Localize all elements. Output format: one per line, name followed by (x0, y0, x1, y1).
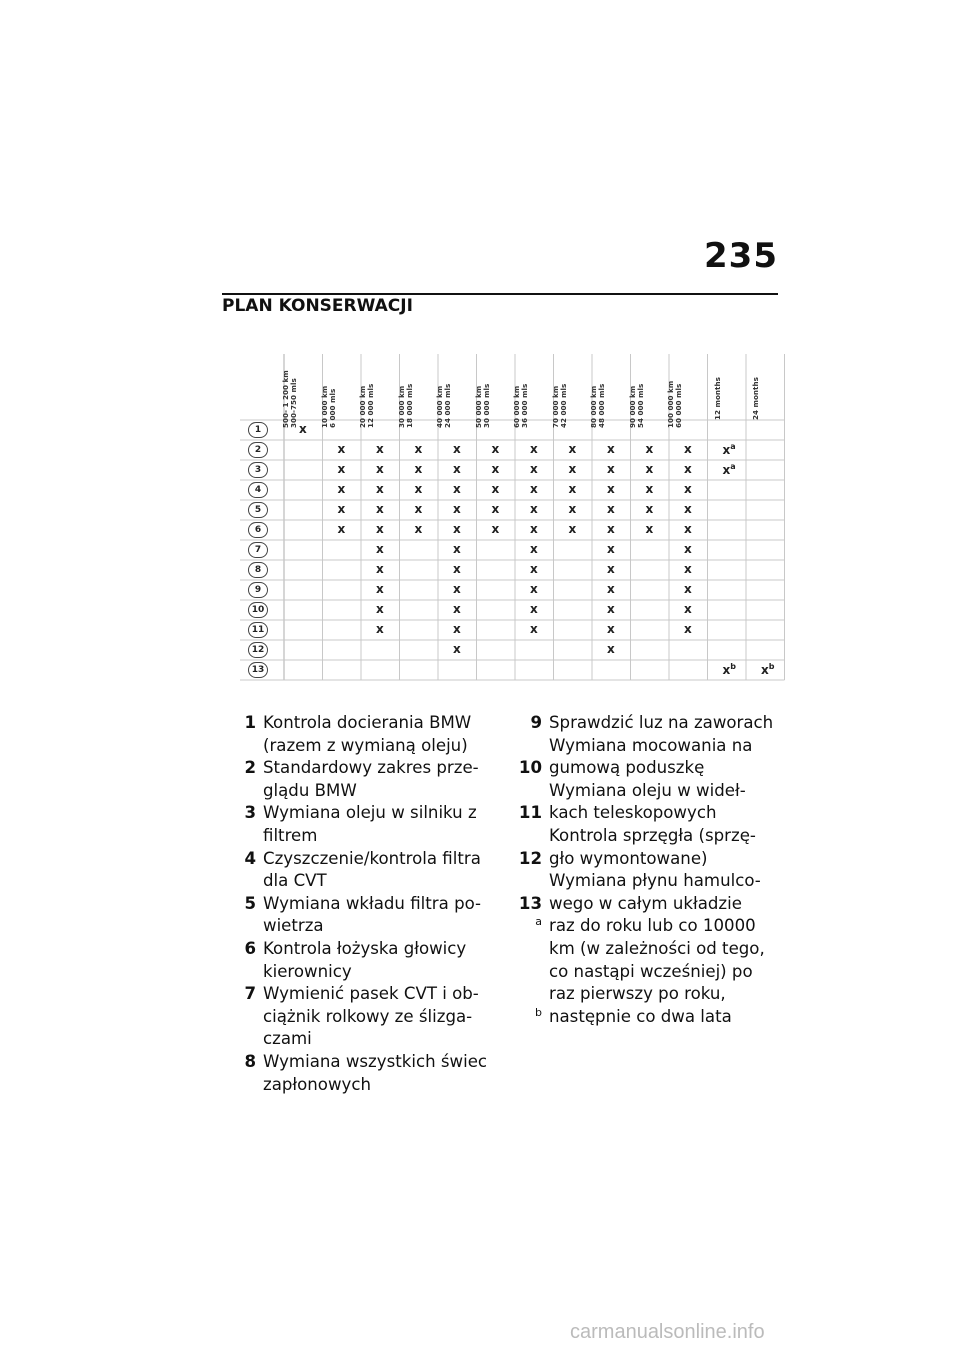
schedule-mark: x (337, 482, 346, 496)
note-text: Wymiana wkładu filtra po-wietrza (263, 893, 482, 936)
schedule-mark: x (530, 622, 538, 636)
notes-right-column (508, 712, 778, 1028)
footnote (508, 1006, 778, 1029)
schedule-mark: x (376, 602, 384, 616)
note-item (222, 1051, 492, 1096)
note-item (222, 757, 492, 802)
column-header: 90 000 km 54 000 mls (627, 383, 645, 428)
schedule-mark: x (453, 462, 461, 476)
schedule-mark: x (453, 622, 461, 636)
column-header: 24 months (751, 377, 760, 420)
note-item (508, 802, 778, 847)
row-number-badge: 3 (248, 462, 268, 478)
note-text: wego w całym układzie (549, 893, 742, 913)
schedule-mark: x (530, 602, 538, 616)
schedule-mark: x (337, 462, 346, 476)
footnote-mark: a (535, 915, 542, 929)
note-number: 13 (518, 893, 542, 913)
title-rule (222, 293, 778, 295)
row-number-badge: 5 (248, 502, 268, 518)
column-header: 100 000 km 60 000 mls (666, 380, 683, 428)
note-text: gło wymontowane) Wymiana płynu hamulco- (549, 848, 761, 891)
column-header: 40 000 km 24 000 mls (435, 383, 452, 428)
schedule-mark: x (453, 642, 461, 656)
footnote-mark: b (535, 1005, 542, 1019)
row-number-badge: 6 (248, 522, 268, 538)
schedule-mark: x (530, 522, 538, 536)
schedule-mark: x (376, 542, 384, 556)
page-number: 235 (704, 236, 778, 276)
schedule-mark: x (607, 482, 615, 496)
note-number: 4 (244, 848, 256, 868)
schedule-mark: x (337, 442, 346, 456)
note-item (222, 938, 492, 983)
schedule-mark: x (376, 522, 384, 536)
note-item (508, 893, 778, 916)
schedule-mark: x (607, 502, 615, 516)
note-item (222, 802, 492, 847)
schedule-mark: x (645, 522, 654, 536)
footnote-text: następnie co dwa lata (549, 1006, 732, 1026)
schedule-mark: x (530, 562, 538, 576)
footnote-marker: b (768, 662, 775, 671)
schedule-mark: x (376, 462, 384, 476)
schedule-mark: x (376, 482, 384, 496)
schedule-mark: x (530, 542, 538, 556)
note-item (222, 893, 492, 938)
note-item (508, 757, 778, 802)
note-number: 9 (530, 713, 542, 732)
schedule-mark: x (414, 442, 423, 456)
note-number: 2 (244, 758, 256, 778)
watermark: carmanualsonline.info (570, 1321, 765, 1343)
schedule-mark: x (607, 462, 615, 476)
schedule-mark: x (568, 462, 577, 476)
schedule-mark: x (684, 542, 692, 556)
note-number: 3 (244, 803, 256, 823)
row-number-badge: 9 (248, 582, 268, 598)
note-text: Standardowy zakres prze-glądu BMW (263, 758, 479, 800)
schedule-mark: x (453, 442, 461, 456)
row-number-badge: 1 (248, 422, 268, 438)
schedule-mark: x (607, 562, 615, 576)
note-number: 6 (244, 938, 256, 958)
note-item (222, 712, 492, 757)
schedule-mark: x (684, 502, 692, 516)
schedule-mark: x (299, 422, 307, 436)
schedule-mark: x (530, 462, 538, 476)
schedule-mark: x (530, 582, 538, 596)
notes-left-column (222, 712, 492, 1096)
schedule-mark: x (337, 502, 346, 516)
row-number-badge: 8 (248, 562, 268, 578)
schedule-mark: x (453, 562, 461, 576)
note-item (508, 712, 778, 757)
schedule-mark: x (376, 582, 384, 596)
schedule-mark: x (491, 482, 500, 496)
page-title: PLAN KONSERWACJI (222, 296, 413, 316)
note-number: 10 (518, 758, 542, 778)
row-number-badge: 12 (248, 642, 268, 658)
schedule-mark: x (453, 602, 461, 616)
schedule-mark: x (414, 522, 423, 536)
schedule-mark: x (607, 602, 615, 616)
schedule-mark: x (530, 482, 538, 496)
schedule-mark: x (530, 502, 538, 516)
note-text: Kontrola łożyska głowicy kierownicy (263, 938, 467, 981)
column-header: 50 000 km 30 000 mls (473, 383, 491, 428)
schedule-mark: x (414, 482, 423, 496)
schedule-mark: $x^a$ (722, 442, 736, 457)
schedule-mark: x (453, 582, 461, 596)
schedule-mark: x (568, 442, 577, 456)
schedule-mark: x (453, 502, 461, 516)
schedule-mark: x (414, 502, 423, 516)
schedule-mark: x (376, 442, 384, 456)
row-number-badge: 4 (248, 482, 268, 498)
schedule-mark: x (645, 462, 654, 476)
note-item (222, 848, 492, 893)
column-header: 30 000 km 18 000 mls (396, 383, 414, 428)
schedule-mark: x (337, 522, 346, 536)
schedule-mark: x (568, 482, 577, 496)
schedule-mark: x (684, 462, 692, 476)
schedule-mark: x (607, 442, 615, 456)
schedule-mark: x (645, 502, 654, 516)
schedule-mark: x (568, 522, 577, 536)
schedule-mark: $x^b$ (761, 662, 775, 677)
note-number: 5 (244, 893, 256, 913)
schedule-mark: x (453, 482, 461, 496)
schedule-mark: x (607, 642, 615, 656)
note-number: 8 (244, 1051, 256, 1071)
schedule-mark: x (684, 442, 692, 456)
maintenance-schedule-table (240, 350, 775, 684)
schedule-mark: x (607, 542, 615, 556)
schedule-mark: x (530, 442, 538, 456)
schedule-mark: x (607, 522, 615, 536)
schedule-mark: x (568, 502, 577, 516)
note-text: kach teleskopowych Kontrola sprzęgła (sprzę- (549, 803, 756, 845)
schedule-mark: x (607, 582, 615, 596)
column-header: 60 000 km 36 000 mls (512, 383, 529, 428)
schedule-mark: x (453, 522, 461, 536)
footnote-marker: b (730, 662, 736, 671)
note-text: Sprawdzić luz na zaworach Wymiana mocowania na (549, 713, 774, 755)
schedule-mark: x (491, 502, 500, 516)
schedule-mark: x (491, 522, 500, 536)
column-header: 12 months (712, 377, 722, 420)
note-number: 12 (518, 848, 542, 868)
schedule-mark: x (684, 522, 692, 536)
row-number-badge: 13 (248, 662, 268, 678)
row-number-badge: 2 (248, 442, 268, 458)
column-header: 20 000 km 12 000 mls (358, 383, 375, 428)
column-header: 80 000 km 48 000 mls (589, 383, 606, 428)
note-text: Wymienić pasek CVT i ob-ciążnik rolkowy ze ślizga-czami (263, 984, 479, 1049)
note-text: Wymiana wszystkich świec zapłonowych (263, 1051, 488, 1094)
footnote-text: raz do roku lub co 10000 km (w zależności od tego, co nastąpi wcześniej) po raz pierwszy po roku, (549, 916, 765, 1004)
schedule-mark: x (491, 442, 500, 456)
schedule-mark: x (414, 462, 423, 476)
schedule-mark: $x^b$ (722, 662, 736, 677)
schedule-mark: x (376, 622, 384, 636)
row-number-badge: 7 (248, 542, 268, 558)
column-header: 70 000 km 42 000 mls (550, 383, 568, 428)
schedule-mark: x (684, 602, 692, 616)
schedule-mark: x (684, 582, 692, 596)
row-number-badge: 11 (248, 622, 268, 638)
schedule-mark: x (645, 442, 654, 456)
column-header: 500- 1 200 km 300-750 mls (281, 370, 298, 428)
note-text: Czyszczenie/kontrola filtra dla CVT (263, 848, 481, 891)
note-number: 1 (244, 713, 256, 732)
note-number: 11 (518, 803, 542, 823)
schedule-mark: x (684, 562, 692, 576)
note-item (508, 848, 778, 893)
note-text: Kontrola docierania BMW (razem z wymianą oleju) (263, 713, 472, 755)
schedule-mark: x (684, 482, 692, 496)
note-text: Wymiana oleju w silniku z filtrem (263, 803, 477, 845)
note-number: 7 (244, 984, 256, 1004)
column-header: 10 000 km 6 000 mls (319, 385, 337, 428)
schedule-mark: x (376, 502, 384, 516)
schedule-mark: x (376, 562, 384, 576)
schedule-mark: x (607, 622, 615, 636)
schedule-mark: $x^a$ (722, 462, 736, 477)
note-item (222, 983, 492, 1051)
note-text: gumową poduszkę Wymiana oleju w wideł- (549, 758, 746, 800)
schedule-mark: x (684, 622, 692, 636)
footnote-marker: a (730, 462, 736, 471)
schedule-mark: x (645, 482, 654, 496)
footnote (508, 915, 778, 1005)
footnote-marker: a (730, 442, 736, 451)
schedule-mark: x (491, 462, 500, 476)
row-number-badge: 10 (248, 602, 268, 618)
schedule-mark: x (453, 542, 461, 556)
